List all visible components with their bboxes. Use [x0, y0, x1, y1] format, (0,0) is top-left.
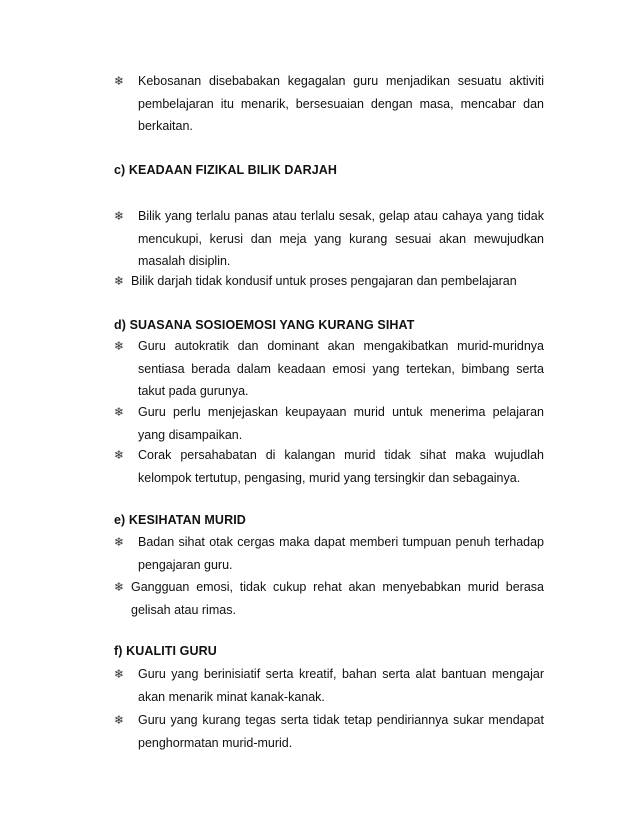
bullet-text: Bilik darjah tidak kondusif untuk proses pengajaran dan pembelajaran — [131, 274, 517, 288]
snowflake-bullet-icon: ❄ — [114, 339, 125, 353]
bullet-text: Guru yang kurang tegas serta tidak tetap pendiriannya sukar mendapat penghormatan murid-murid. — [138, 713, 544, 750]
snowflake-bullet-icon: ❄ — [114, 209, 125, 223]
snowflake-bullet-icon: ❄ — [114, 580, 125, 594]
section-heading: e) KESIHATAN MURID — [114, 513, 246, 527]
snowflake-bullet-icon: ❄ — [114, 274, 125, 288]
bullet-text: Guru yang berinisiatif serta kreatif, bahan serta alat bantuan mengajar akan menarik minat kanak-kanak. — [138, 667, 544, 704]
section-heading: c) KEADAAN FIZIKAL BILIK DARJAH — [114, 163, 338, 177]
bullet-text: Kebosanan disebabakan kegagalan guru menjadikan sesuatu aktiviti pembelajaran itu menarik, bersesuaian dengan masa, mencabar dan berkaitan. — [138, 74, 544, 133]
snowflake-bullet-icon: ❄ — [114, 448, 125, 462]
section-heading: d) SUASANA SOSIOEMOSI YANG KURANG SIHAT — [114, 318, 415, 332]
section-heading: f) KUALITI GURU — [114, 644, 217, 658]
bullet-text: Guru autokratik dan dominant akan mengakibatkan murid-muridnya sentiasa berada dalam keadaan emosi yang tertekan, bimbang serta takut pada gurunya. — [138, 339, 544, 398]
snowflake-bullet-icon: ❄ — [114, 667, 125, 681]
bullet-text: Guru perlu menjejaskan keupayaan murid untuk menerima pelajaran yang disampaikan. — [138, 405, 544, 442]
bullet-text: Bilik yang terlalu panas atau terlalu sesak, gelap atau cahaya yang tidak mencukupi, kerusi dan meja yang kurang sesuai akan mewujudkan masalah disiplin. — [138, 209, 544, 268]
snowflake-bullet-icon: ❄ — [114, 713, 125, 727]
snowflake-bullet-icon: ❄ — [114, 405, 125, 419]
bullet-text: Badan sihat otak cergas maka dapat memberi tumpuan penuh terhadap pengajaran guru. — [138, 535, 544, 572]
bullet-text: Gangguan emosi, tidak cukup rehat akan menyebabkan murid berasa gelisah atau rimas. — [131, 580, 544, 617]
snowflake-bullet-icon: ❄ — [114, 535, 125, 549]
bullet-text: Corak persahabatan di kalangan murid tidak sihat maka wujudlah kelompok tertutup, pengasing, murid yang tersingkir dan sebagainya. — [138, 448, 544, 485]
snowflake-bullet-icon: ❄ — [114, 74, 125, 88]
